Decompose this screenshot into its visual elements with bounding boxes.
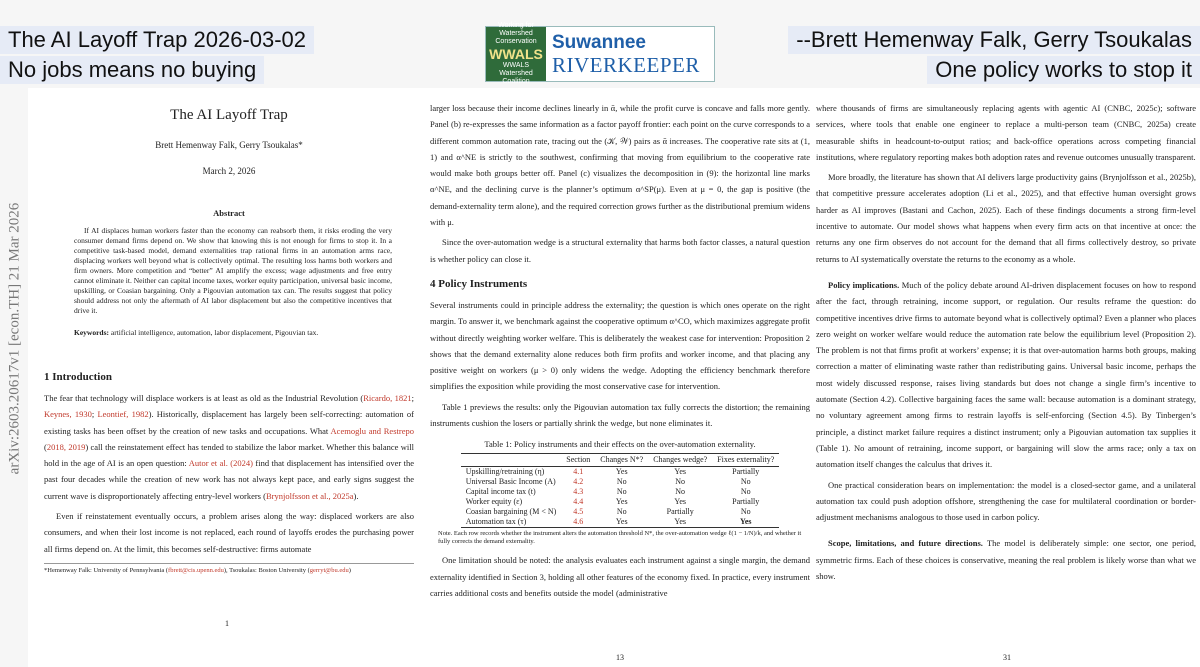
policy-instruments-table	[461, 453, 780, 528]
page-number: 13	[616, 653, 624, 662]
citation-link[interactable]: Keynes, 1930	[44, 409, 92, 420]
table-cell: No	[616, 477, 627, 487]
section-link[interactable]: 4.4	[573, 497, 584, 507]
runin-heading: Scope, limitations, and future directions.	[828, 538, 983, 549]
citation-link[interactable]: 2018, 2019	[46, 441, 86, 452]
keywords-label: Keywords:	[74, 328, 109, 337]
citation-link[interactable]: Autor et al. (2024)	[188, 458, 253, 469]
table-cell: Partially	[732, 467, 760, 477]
table-cell: Upskilling/retraining (η)	[465, 467, 545, 477]
table-row	[461, 497, 780, 507]
scope-paragraph: Scope, limitations, and future directions. The model is deliberately simple: one sector, one period, symmetric firms. Each of these choices is conservative, meaning the real problem is likely worse than what we show.	[816, 538, 1196, 582]
section-link[interactable]: 4.1	[573, 467, 584, 477]
paper-page-13	[426, 88, 814, 667]
arxiv-stamp	[0, 180, 22, 500]
table-header: Changes wedge?	[648, 454, 712, 467]
paper-authors: Brett Hemenway Falk, Gerry Tsoukalas*	[155, 140, 303, 150]
paper-date: March 2, 2026	[202, 166, 256, 176]
section-policy-heading: 4 Policy Instruments	[430, 277, 528, 290]
body-paragraph: More broadly, the literature has shown that AI delivers large productivity gains (Brynjolfsson et al., 2025b), that competitive pressure accelerates adoption (Li et al., 2025), and that effective human oversight grows harder as AI improves (Bastani and Cachon, 2025). Each of these findings documents a strong firm-level incentive to automate. Our model shows what happens when every firm acts on that incentive at once: the returns any one firm observes do not account for the demand that all firms collectively destroy, so private returns to AI systematically overstate the returns to the economy as a whole.	[816, 172, 1196, 264]
logo-text	[546, 27, 714, 81]
table-header-row	[461, 454, 780, 467]
table-cell: No	[675, 487, 686, 497]
citation-link[interactable]: Ricardo, 1821	[363, 393, 412, 403]
overlay-authors: --Brett Hemenway Falk, Gerry Tsoukalas	[788, 26, 1200, 54]
section-link[interactable]: 4.3	[573, 487, 584, 497]
citation-link[interactable]: Acemoglu and Restrepo	[330, 425, 414, 436]
section-link[interactable]: 4.2	[573, 477, 584, 487]
table-row	[461, 477, 780, 487]
body-paragraph: Table 1 previews the results: only the Pigouvian automation tax fully corrects the distortion; the remaining instruments cushion the losers or partially shrink the wedge, but none eliminates it.	[430, 401, 810, 429]
runin-heading: Policy implications.	[828, 279, 900, 290]
page-number: 31	[1003, 653, 1011, 662]
body-paragraph: One practical consideration bears on implementation: the model is a closed-sector game, and a unilateral automation tax could push adoption offshore, strengthening the case for multilateral coordination or border-adjustment mechanisms analogous to those used in carbon policy.	[816, 479, 1196, 523]
body-paragraph: where thousands of firms are simultaneously replacing agents with agentic AI (CNBC, 2025c); software services, where tools that enable one engineer to replace a multi-person team (CNBC, 2025a) create measurable shifts in headcount-to-output ratios; and back-office operations across competing financial institutions, where regulatory reporting makes both adoption rates and revenue outcomes unusually transparent.	[816, 103, 1196, 162]
intro-paragraph-2: Even if reinstatement eventually occurs, a problem arises along the way: displaced workers are also consumers, and when their lost income is not replaced, each round of layoffs erodes the purchasing power all firms depend on. At the limit, this becomes self-destructive: firms automate	[44, 511, 414, 554]
body-paragraph: One limitation should be noted: the analysis evaluates each instrument against a single margin, the demand externality identified in Section 3, holding all other features of the economy fixed. In practice, every instrument carries additional costs and benefits outside the model (administrative	[430, 555, 810, 598]
table-cell: Yes	[615, 497, 628, 507]
citation-link[interactable]: Leontief, 1982	[97, 409, 149, 420]
citation-link[interactable]: Brynjolfsson et al., 2025a	[265, 490, 354, 501]
page-number: 1	[225, 619, 229, 628]
logo-riverkeeper: RIVERKEEPER	[552, 53, 700, 77]
email-link[interactable]: gerryt@bu.edu	[309, 566, 349, 574]
table-cell: Yes	[674, 497, 686, 507]
table-note: Note. Each row records whether the instrument alters the automation threshold N*, the over-automation wedge ℓ(1 − 1/N)/k, and whether it fully corrects the demand externality.	[438, 530, 802, 546]
table-cell: No	[616, 487, 627, 497]
table-row	[461, 487, 780, 497]
table-cell: Universal Basic Income (A)	[465, 477, 556, 487]
wwals-badge-name: WWALS	[489, 46, 543, 62]
table-row	[461, 507, 780, 517]
table-cell: No	[740, 507, 751, 517]
section-link[interactable]: 4.6	[561, 517, 595, 528]
paper-page-1	[28, 88, 426, 667]
table-cell: Yes	[615, 467, 628, 477]
riverkeeper-logo	[485, 22, 715, 85]
table-header: Section	[561, 454, 595, 467]
table-cell: No	[616, 507, 627, 517]
email-link[interactable]: fbrett@cis.upenn.edu	[168, 566, 224, 574]
table-cell: Partially	[732, 497, 760, 507]
arxiv-stamp-text: arXiv:2603.20617v1 [econ.TH] 21 Mar 2026	[6, 202, 23, 475]
table-cell: Yes	[648, 517, 712, 528]
table-row	[461, 467, 780, 478]
body-paragraph: Since the over-automation wedge is a structural externality that harms both factor classes, a natural question is whether policy can close it.	[430, 237, 810, 264]
logo-suwannee: Suwannee	[552, 32, 646, 53]
table-cell: Coasian bargaining (M < N)	[465, 507, 557, 517]
body-paragraph: larger loss because their income declines linearly in ᾱ, while the profit curve is concave and falls more gently. Panel (b) re-expresses the same information as a factor payoff frontier: each point on the curve corresponds to a different common automation rate, tracing out the (𝒦, 𝒲) pairs as ᾱ increases. The cooperative rate sits at (1, 1) and α^NE is strictly to the southwest, confirming that moving from equilibrium to the cooperative rate would make both groups better off. Panel (c) visualizes the decomposition in (9): the horizontal line marks α^NE, and the declining curve is the planner’s optimum α^SP(μ). Even at μ = 0, the gap is positive (the demand-externality term alone), and the required correction grows further as the distributional premium widens with μ.	[430, 103, 810, 228]
table-header: Changes N*?	[595, 454, 648, 467]
overlay-title: The AI Layoff Trap 2026-03-02	[0, 26, 314, 54]
wwals-badge	[486, 22, 546, 85]
wwals-badge-top: Working for Watershed Conservation	[495, 22, 537, 45]
table-cell: No	[675, 477, 686, 487]
table-cell: Yes	[712, 517, 779, 528]
abstract-text: If AI displaces human workers faster than the economy can reabsorb them, it risks eroding the very consumer demand firms depend on. We show that knowing this is not enough for firms to stop it. In a competitive task-based model, demand externalities trap rational firms in an automation arms race, displacing workers well beyond what is collectively optimal. The resulting loss harms both workers and firm owners. More competition and “better” AI amplify the excess; wage adjustments and free entry cannot eliminate it. Neither can capital income taxes, worker equity participation, universal basic income, upskilling, or Coasian bargaining. Only a Pigouvian automation tax can. The results suggest that policy should address not only the aftermath of AI labor displacement but also the competitive incentives that drive it.	[74, 226, 392, 315]
paper-page-31	[814, 88, 1200, 667]
table-row	[461, 517, 780, 528]
overlay-policy: One policy works to stop it	[927, 56, 1200, 84]
table-header: Fixes externality?	[712, 454, 779, 467]
paper-title: The AI Layoff Trap	[170, 107, 288, 123]
table-cell: No	[740, 477, 751, 487]
table-cell: Yes	[674, 467, 686, 477]
section-link[interactable]: 4.5	[573, 507, 584, 517]
body-paragraph: Several instruments could in principle address the externality; the question is which ones operate on the right margin. To answer it, we benchmark against the cooperative optimum α^CO, which maximizes aggregate profit without directly weighting worker welfare. This is deliberately the weakest case for intervention: Proposition 2 shows that the demand externality alone reduces both firm profits and worker income, and that placing any positive weight on workers (μ > 0) only widens the wedge. Adopting the efficiency benchmark therefore simplifies the exposition while providing the most conservative case for intervention.	[430, 299, 810, 392]
table-cell: Capital income tax (t)	[465, 487, 536, 497]
author-footnote: *Hemenway Falk: University of Pennsylvania (fbrett@cis.upenn.edu), Tsoukalas: Boston University (gerryt@bu.edu)	[44, 563, 414, 575]
section-introduction-heading: 1 Introduction	[44, 371, 112, 383]
keywords	[74, 326, 392, 340]
overlay-subtitle: No jobs means no buying	[0, 56, 264, 84]
intro-paragraph-1: The fear that technology will displace workers is at least as old as the Industrial Revolution (Ricardo, 1821; Keynes, 1930; Leontief, 1982). Historically, displacement has largely been self-correcting: automation of existing tasks has been offset by the creation of new tasks and occupations. What Acemoglu and Restrepo (2018, 2019) call the reinstatement effect has tended to stabilize the labor market. Whether this balance will hold in the age of AI is an open question: Autor et al. (2024) find that displacement has intensified over the past four decades while the creation of new work has not always kept pace, and early signs suggest the current wave is disproportionately affecting entry-level workers (Brynjolfsson et al., 2025a).	[44, 393, 415, 501]
keywords-list: artificial intelligence, automation, labor displacement, Pigouvian tax.	[110, 328, 319, 337]
table-caption: Table 1: Policy instruments and their effects on the over-automation externality.	[484, 439, 756, 450]
table-cell: No	[740, 487, 751, 497]
table-header	[461, 454, 562, 467]
table-cell: Automation tax (τ)	[461, 517, 562, 528]
table-cell: Worker equity (ε)	[465, 497, 523, 507]
table-cell: Partially	[666, 507, 694, 517]
policy-implications-paragraph: Policy implications. Much of the policy debate around AI-driven displacement focuses on how to respond after the fact, through retraining, income support, or regulation. Our results reframe the question: do competitive incentives drive firms to automate beyond what is collectively optimal? Even a planner who places zero weight on worker welfare would reduce the automation rate below the equilibrium level (Proposition 2). The problem is not that firms profit at workers’ expense; it is that over-automation harms both groups, making correction a matter of eliminating waste rather than redistributing gains. Universal basic income, perhaps the most widely discussed response, raises living standards but does not change a single firm’s incentive to automate (Section 4.2). Collective bargaining faces the same wall: because automation is a dominant strategy, no voluntary agreement among firms to restrain layoffs is self-enforcing (Section 4.5). By Tinbergen’s principle, a distinct market failure requires a distinct instrument; only a Pigouvian automation tax supplies it (Table 1). No amount of retraining, income support, or bargaining will slow the arms race; only a tax on automation itself changes the calculus that drives it.	[816, 279, 1196, 470]
wwals-badge-bottom: WWALS Watershed Coalition	[499, 62, 533, 85]
table-cell: Yes	[595, 517, 648, 528]
abstract-heading: Abstract	[213, 208, 245, 218]
